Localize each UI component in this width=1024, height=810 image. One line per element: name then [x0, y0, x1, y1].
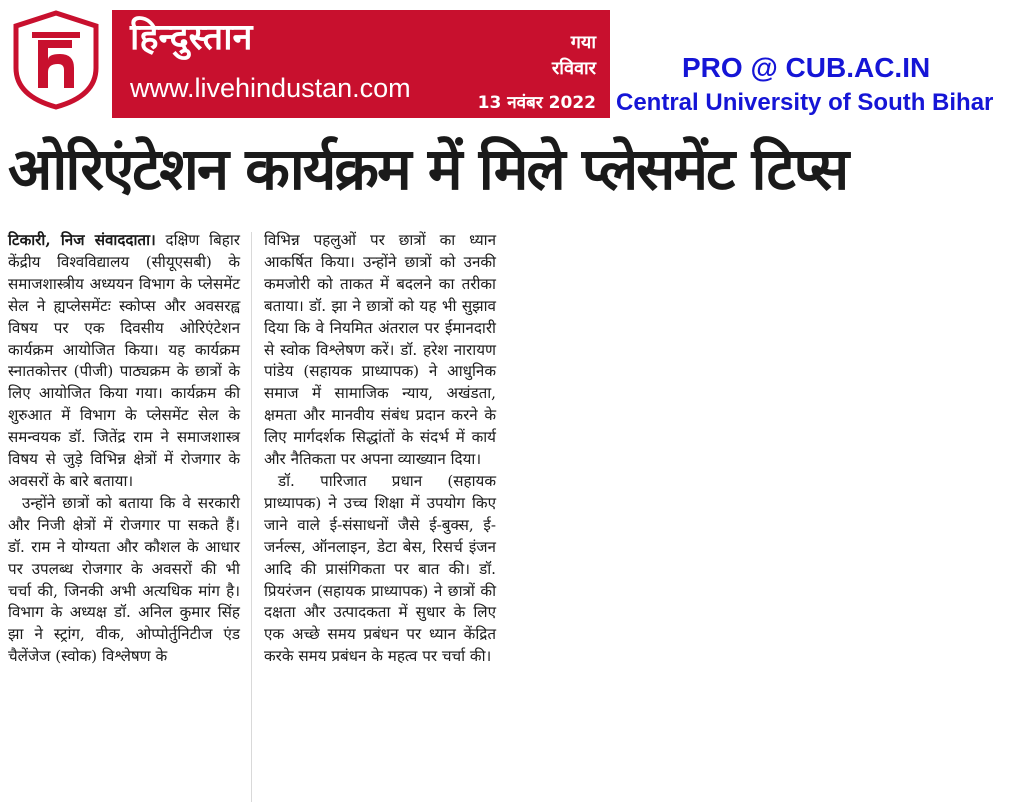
masthead-banner [112, 10, 610, 118]
article-column-1 [8, 230, 240, 668]
paragraph-text: दक्षिण बिहार केंद्रीय विश्वविद्यालय (सीयूएसबी) के समाजशास्त्रीय अध्ययन विभाग के प्लेसमेंट सेल ने ह्यप्लेसमेंटः स्कोप्स और अवसरह्व विषय पर एक दिवसीय ओरिएंटेशन कार्यक्रम आयोजित किया। यह कार्यक्रम स्नातकोत्तर (पीजी) पाठ्यक्रम के छात्रों के लिए आयोजित किया गया। कार्यक्रम की शुरुआत में विभाग के प्लेसमेंट सेल के समन्वयक डॉ. जितेंद्र राम ने समाजशास्त्र विषय से जुड़े विभिन्न क्षेत्रों में रोजगार के अवसरों के बारे बताया। [8, 231, 240, 490]
newspaper-name: हिन्दुस्तान [130, 17, 253, 58]
column-divider [251, 232, 252, 802]
edition-date: 13 नवंबर 2022 [477, 93, 596, 113]
article-paragraph: डॉ. पारिजात प्रधान (सहायक प्राध्यापक) ने उच्च शिक्षा में उपयोग किए जाने वाले ई-संसाधनों जैसे ई-बुक्स, ई-जर्नल्स, ऑनलाइन, डेटा बेस, रिसर्च इंजन आदि की प्रासंगिकता पर बात की। डॉ. प्रियरंजन (सहायक प्राध्यापक) ने छात्रों की दक्षता और उत्पादकता में सुधार के लिए एक अच्छे समय प्रबंधन पर ध्यान केंद्रित करके समय प्रबंधन के महत्व पर चर्चा की। [264, 471, 496, 666]
pro-email: PRO @ CUB.AC.IN [682, 52, 931, 83]
edition-city: गया [570, 32, 596, 53]
article-byline: टिकारी, निज संवाददाता। [8, 231, 156, 249]
hindustan-logo-icon [10, 10, 102, 110]
article-paragraph [8, 230, 240, 493]
edition-day: रविवार [551, 58, 596, 79]
article-paragraph: विभिन्न पहलुओं पर छात्रों का ध्यान आकर्षित किया। उन्होंने छात्रों को उनकी कमजोरी को ताकत में बदलने का तरीका बताया। डॉ. झा ने छात्रों को यह भी सुझाव दिया कि वे नियमित अंतराल पर ईमानदारी से स्वोक विश्लेषण करें। डॉ. हरेश नारायण पांडेय (सहायक प्राध्यापक) ने आधुनिक समाज में सामाजिक न्याय, अखंडता, क्षमता और मानवीय संबंध प्रदान करने के लिए मार्गदर्शक सिद्धांतों के संदर्भ में कार्य और नैतिकता पर अपना व्याख्यान दिया। [264, 231, 496, 469]
newspaper-url: www.livehindustan.com [130, 73, 411, 103]
university-name: Central University of South Bihar [616, 89, 994, 116]
article-column-2 [264, 230, 496, 668]
article-paragraph: उन्होंने छात्रों को बताया कि वे सरकारी और निजी क्षेत्रों में रोजगार पा सकते हैं। डॉ. राम ने योग्यता और कौशल के आधार पर उपलब्ध रोजगार के अवसरों की भी चर्चा की, जिनकी अभी अत्यधिक मांग है। विभाग के अध्यक्ष डॉ. अनिल कुमार सिंह झा ने स्ट्रांग, वीक, ओप्पोर्तुनिटीज एंड चैलेंजेज (स्वोक) विश्लेषण के [8, 493, 240, 666]
article-headline: ओरिएंटेशन कार्यक्रम में मिले प्लेसमेंट टिप्स [8, 135, 848, 203]
